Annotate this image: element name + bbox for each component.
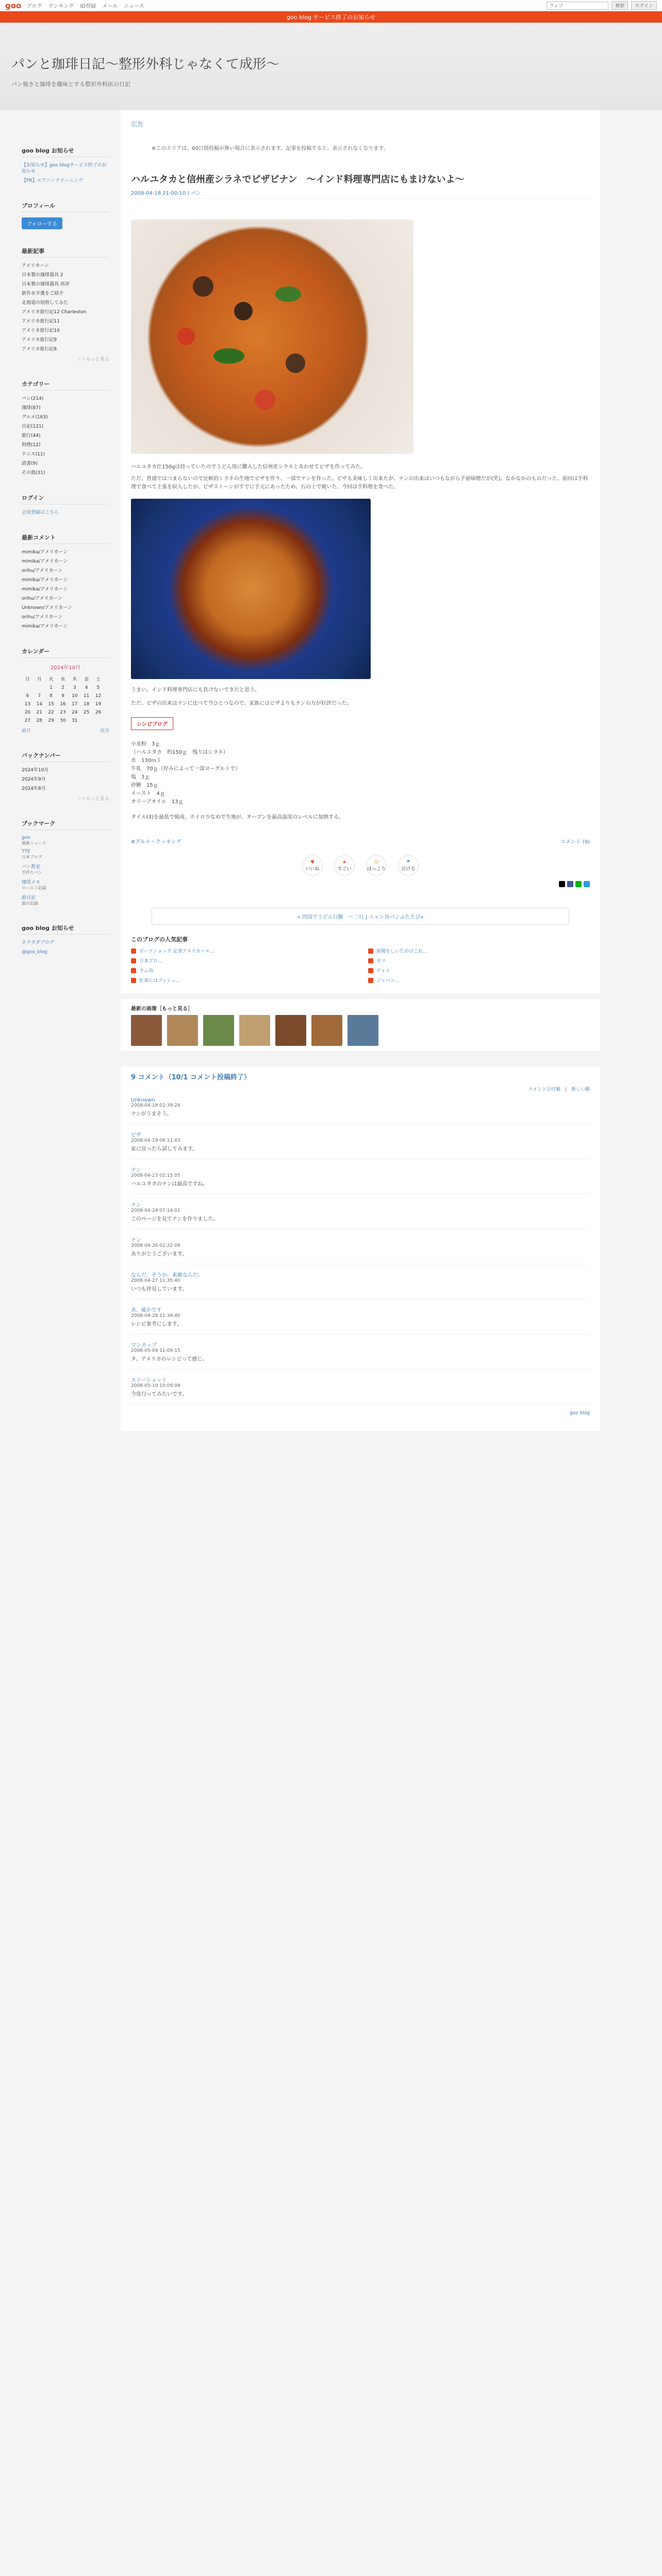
comment-item: [131, 1165, 590, 1194]
recent-post-link[interactable]: アメリカ旅行記12 Charleston: [22, 310, 87, 315]
calendar-weekday: 火: [48, 677, 54, 682]
calendar-day: 3: [73, 685, 76, 690]
bookmark-name[interactable]: パン教室: [22, 865, 41, 870]
calendar-day: [34, 684, 45, 692]
comment-list: [131, 1097, 590, 1404]
popular-post-item[interactable]: [368, 957, 590, 964]
calendar-day: 23: [60, 710, 66, 715]
blog-subtitle: パン焼きと珈琲を趣味とする整形外科医の日記: [11, 81, 130, 88]
comments-title: 9 コメント（10/1 コメント投稿終了）: [131, 1074, 251, 1081]
popular-post-item[interactable]: [368, 977, 590, 984]
comment-text: 今度行ってみたいです。: [131, 1392, 188, 1397]
popular-post-icon: [131, 968, 136, 973]
sidebar-goo-title: goo blog お知らせ: [22, 924, 109, 935]
popular-post-icon: [131, 948, 136, 954]
comments-list: [22, 549, 109, 630]
comment-text: ありがとうございます。: [131, 1251, 188, 1257]
sidebar-comments-title: 最新コメント: [22, 533, 109, 544]
comment-item: [131, 1270, 590, 1299]
popular-post-icon: [368, 948, 373, 954]
photo-caption: ハルユタカ仕150gは持っていたのでうどん用に購入した信州産シラネとあわせてピザを作ってみた。: [131, 464, 366, 470]
search-button[interactable]: 検索: [611, 1, 628, 10]
popular-post-icon: [368, 978, 373, 983]
inactivity-notice: ※このエリアは、60日間投稿が無い場合に表示されます。記事を投稿すると、表示されなくなります。: [152, 146, 389, 151]
reactions: [131, 855, 590, 876]
reaction-label: すごい: [337, 866, 352, 872]
post-body: [131, 475, 590, 822]
post-title[interactable]: ハルユタカと信州産シラネでピザピナン 〜インド料理専門店にもまけないよ〜: [131, 174, 465, 185]
thumb-image[interactable]: [239, 1015, 270, 1046]
calendar-weekday: 木: [72, 677, 77, 682]
comment-author[interactable]: ナン: [131, 1238, 141, 1243]
comment-author[interactable]: ピザ: [131, 1132, 141, 1138]
sidebar: [0, 110, 114, 1431]
comment-text: タ、アメリカのレシピって感じ。: [131, 1357, 208, 1362]
goo-logo[interactable]: goo: [5, 1, 22, 10]
recent-comment-link[interactable]: mimika/アメリカーン: [22, 550, 68, 555]
sidebar-backnumber-title: バックナンバー: [22, 751, 109, 762]
comment-item: [131, 1376, 590, 1404]
recent-comment-link[interactable]: mimika/アメリカーン: [22, 578, 68, 583]
backnumber-list: [22, 767, 109, 792]
tear-icon: ☂: [406, 859, 411, 865]
ad-label: 広告: [131, 121, 144, 128]
category-link[interactable]: 珈琲(87): [22, 405, 41, 411]
recent-more-link[interactable]: ＞＞もっと見る: [76, 357, 109, 362]
post-footer: [131, 837, 590, 845]
category-link[interactable]: 料理(12): [22, 443, 41, 448]
calendar-nav: [22, 727, 109, 734]
recent-post-link[interactable]: 日本製の珈琲器具 再評: [22, 282, 70, 287]
calendar-day: 1: [49, 685, 53, 690]
recent-post-link[interactable]: アメリカ旅行記10: [22, 328, 60, 333]
post-meta: 2008-04-18 21:00:10 | パン: [131, 189, 590, 199]
post-tag[interactable]: #グルメ・クッキング: [131, 839, 181, 845]
category-link[interactable]: パン(214): [22, 396, 44, 401]
share-buttons: [131, 881, 590, 887]
comment-link[interactable]: コメント (9): [560, 839, 590, 845]
popular-post-item[interactable]: [131, 967, 353, 974]
recent-post-link[interactable]: アメリカ旅行記9: [22, 337, 57, 343]
latest-images: [121, 999, 600, 1051]
calendar-day: 18: [83, 702, 90, 707]
reaction-label: 泣ける: [401, 866, 416, 872]
recipe-item: 小麦粉 3ｇ: [131, 741, 160, 747]
calendar-day: 29: [48, 718, 54, 723]
comment-author[interactable]: ナン: [131, 1202, 141, 1208]
calendar-day: 27: [24, 718, 31, 723]
thumb-image[interactable]: [167, 1015, 198, 1046]
post-paragraph: ただ、ピザの出来はナンに比べて今ひとつなので、家族にはピザよりもナンの方が好評だった。: [131, 701, 352, 706]
article-panel: [121, 110, 600, 994]
sidebar-calendar: [22, 647, 109, 734]
popular-post-link[interactable]: カツ: [376, 959, 386, 964]
sidebar-notice-title: goo blog お知らせ: [22, 146, 109, 157]
comment-date: 2008-04-24 07:14:01: [131, 1208, 180, 1213]
bookmark-name[interactable]: 旅日記: [22, 895, 36, 901]
goo-link[interactable]: @goo_blog: [22, 950, 47, 955]
recipe-item: 塩 3ｇ: [131, 774, 150, 780]
hatena-share-icon[interactable]: [584, 881, 590, 887]
tomato-topping: [177, 328, 195, 345]
backnumber-more-link[interactable]: ＞＞もっと見る: [76, 796, 109, 802]
blog-title[interactable]: パンと珈琲日記〜整形外科じゃなくて成形〜: [11, 57, 280, 72]
category-link[interactable]: その他(31): [22, 470, 45, 476]
popular-post-link[interactable]: ジャパン...: [376, 978, 400, 984]
comment-author[interactable]: ナン: [131, 1167, 141, 1173]
popular-post-item[interactable]: [368, 967, 590, 974]
recipe-blog-banner[interactable]: レシピブログ: [131, 717, 173, 730]
calendar-day: 28: [36, 718, 42, 723]
calendar-day: 8: [49, 693, 53, 699]
comment-date: 2008-05-10 10:09:08: [131, 1383, 180, 1388]
popular-post-icon: [131, 978, 136, 983]
recent-list: [22, 263, 109, 352]
calendar-day: 14: [36, 702, 42, 707]
calendar-day: 25: [83, 710, 90, 715]
comment-date: 2008-04-28 21:34:40: [131, 1313, 180, 1318]
calendar-weekday: 金: [84, 677, 89, 682]
recent-comment-link[interactable]: orihu/アメリカーン: [22, 596, 63, 601]
calendar-day: 10: [72, 693, 78, 699]
backnumber-link[interactable]: 2024年10月: [22, 768, 49, 773]
popular-post-link[interactable]: 新聞をしいたのはこれ...: [376, 949, 427, 954]
topbar-nav: [26, 2, 148, 9]
post-paragraph: タイル(3)を最低で焼成、ホイロ少なめで生地が、オーブンを最高温度のレベルに加熱する。: [131, 815, 344, 820]
bookmark-desc: 手作りパン: [22, 870, 42, 875]
recent-post-link[interactable]: 新作水羊羹をご紹介: [22, 291, 64, 296]
comment-author[interactable]: ワンカップ: [131, 1343, 157, 1348]
main-column: [121, 110, 600, 1431]
search-input[interactable]: [547, 2, 608, 10]
comment-date: 2008-04-19 06:11:43: [131, 1138, 180, 1143]
recent-post-link[interactable]: アメリカ旅行記8: [22, 347, 57, 352]
calendar-day: 15: [48, 702, 54, 707]
category-link[interactable]: 読書(9): [22, 461, 38, 466]
popular-post-item[interactable]: [368, 947, 590, 954]
backnumber-link[interactable]: 2024年8月: [22, 786, 46, 791]
calendar-day: [80, 717, 92, 725]
popular-post-icon: [368, 968, 373, 973]
calendar-day: 24: [72, 710, 78, 715]
calendar-day: 20: [24, 710, 31, 715]
thumb-image[interactable]: [131, 1015, 162, 1046]
calendar-week-row: [22, 700, 104, 708]
popular-post-link[interactable]: チャイ: [376, 969, 390, 974]
x-share-icon[interactable]: [559, 881, 565, 887]
comments-section: [121, 1066, 600, 1431]
sidebar-recent: [22, 247, 109, 362]
mushroom-topping: [286, 353, 305, 373]
popular-post-link[interactable]: ラム肉: [139, 969, 153, 974]
recent-comment-link[interactable]: orihu/アメリカーン: [22, 615, 63, 620]
calendar-month: 2024年10月: [50, 665, 81, 671]
facebook-share-icon[interactable]: [567, 881, 573, 887]
comment-date: 2008-04-23 02:15:05: [131, 1173, 180, 1178]
pepper-topping: [275, 286, 301, 302]
bookmark-desc: 旅の記録: [22, 901, 38, 906]
heart-icon: ♥: [310, 859, 315, 865]
next-post-link[interactable]: ニャン耳パンふたたび»: [369, 914, 424, 920]
naan-photo: [131, 499, 371, 679]
backnumber-link[interactable]: 2024年9月: [22, 777, 46, 782]
sidebar-profile: [22, 201, 109, 229]
calendar-weekday: 土: [96, 677, 101, 682]
topbar-nav-ranking[interactable]: ランキング: [48, 4, 74, 9]
sidebar-login-title: ログイン: [22, 494, 109, 504]
pepper-topping: [213, 348, 244, 364]
recent-comment-link[interactable]: Unknown/アメリカーン: [22, 605, 73, 611]
topbar-right: [547, 1, 657, 10]
category-list: [22, 396, 109, 476]
popular-post-link[interactable]: 紅茶にはプッシュ...: [139, 978, 180, 984]
calendar-day: 30: [60, 718, 66, 723]
sidebar-comments: [22, 533, 109, 630]
topbar-nav-news[interactable]: ニュース: [124, 4, 144, 9]
calendar-day: 19: [95, 702, 102, 707]
calendar-day: [22, 684, 34, 692]
sidebar-category-title: カテゴリー: [22, 380, 109, 391]
comment-item: [131, 1200, 590, 1229]
popular-list: [131, 947, 590, 984]
blog-header: [0, 23, 662, 110]
popular-posts-title: このブログの人気記事: [131, 936, 188, 943]
image-thumbs: [131, 1015, 590, 1046]
calendar-day: 17: [72, 702, 78, 707]
bookmark-name[interactable]: TTE: [22, 849, 30, 854]
register-link[interactable]: 会員登録はこちら: [22, 510, 59, 515]
page-layout: [0, 110, 662, 1431]
recent-comment-link[interactable]: mimika/アメリカーン: [22, 559, 68, 564]
comment-author[interactable]: Unknown: [131, 1097, 155, 1103]
reaction-label: いいね: [305, 866, 320, 872]
popular-post-item[interactable]: [131, 977, 353, 984]
calendar-day: 31: [72, 718, 78, 723]
goo-link[interactable]: ネクタダブログ: [22, 940, 54, 945]
comment-item: [131, 1306, 590, 1334]
mushroom-topping: [193, 276, 213, 297]
recipe-item: 牛乳 70ｇ（好みによって一部ヨーグルトで）: [131, 766, 241, 772]
post-paragraph: うまい。インド料理専門店にも負けないできだと思う。: [131, 687, 260, 693]
bookmark-desc: ロースト記録: [22, 886, 46, 890]
post-category[interactable]: パン: [190, 191, 201, 196]
calendar-day: 12: [95, 693, 102, 699]
calendar-weekday: 月: [37, 677, 42, 682]
sidebar-backnumber: [22, 751, 109, 802]
sidebar-goo: [22, 924, 109, 955]
topbar-nav-blog[interactable]: ブログ: [26, 4, 42, 9]
follow-button[interactable]: フォローする: [22, 217, 62, 229]
calendar-day: 22: [48, 710, 54, 715]
sidebar-recent-title: 最新記事: [22, 247, 109, 258]
popular-post-link[interactable]: 日本ブロ...: [139, 959, 162, 964]
pizza-photo: [131, 219, 413, 454]
login-button[interactable]: ログイン: [631, 1, 657, 10]
topbar-nav-mail[interactable]: メール: [102, 4, 118, 9]
calendar-day: 21: [36, 710, 42, 715]
sidebar-calendar-title: カレンダー: [22, 647, 109, 658]
comment-text: 家に戻ったら試してみます。: [131, 1146, 198, 1152]
category-link[interactable]: 旅行(44): [22, 433, 41, 438]
comment-item: [131, 1130, 590, 1159]
thumb-image[interactable]: [347, 1015, 378, 1046]
recent-post-link[interactable]: アメリカーン: [22, 263, 49, 268]
calendar-week-row: [22, 684, 104, 692]
recipe-item: （ハルユタカ 約150ｇ 残りはシラネ）: [131, 750, 228, 755]
service-end-banner[interactable]: [0, 11, 662, 23]
notice-link[interactable]: 【お知らせ】goo blogサービス終了のお知らせ: [22, 163, 107, 174]
comment-text: このページを見てナンを作りました。: [131, 1216, 219, 1222]
recent-comment-link[interactable]: orihu/アメリカーン: [22, 568, 63, 573]
prev-post-link[interactable]: « 四国でうどん行脚 ～二日: [297, 914, 364, 920]
bookmark-desc: 日本ブログ: [22, 855, 42, 859]
service-end-text[interactable]: goo blog サービス終了のお知らせ: [287, 14, 375, 21]
calendar-day: 5: [96, 685, 100, 690]
tomato-topping: [255, 389, 275, 410]
line-share-icon[interactable]: [575, 881, 582, 887]
calendar-day: 7: [38, 693, 41, 699]
comment-item: [131, 1097, 590, 1124]
mushroom-topping: [234, 302, 253, 320]
category-link[interactable]: グルメ(163): [22, 415, 48, 420]
calendar-weekday: 日: [25, 677, 30, 682]
calendar-day: 9: [61, 693, 64, 699]
reaction-button[interactable]: [302, 855, 323, 876]
comment-date: 2008-04-27 11:35:40: [131, 1278, 180, 1283]
category-link[interactable]: 日記(121): [22, 424, 44, 429]
post-paragraph: ただ、普通ではつまらないので比較的シラネの生地でピザを作り、一部でナンを作った。ピザも美味しく出来たが、ナンの出来はいつもながら手前味噌だが(笑)、なかなかのものだった。前回は手料理で食べて主張を収入したが、ピザストーンがすでに手元にあったため、石の上で焼いた。今回は手料理を食べた。: [131, 476, 588, 490]
comment-author[interactable]: あ、確かです: [131, 1308, 162, 1313]
recent-comment-link[interactable]: mimika/アメリカーン: [22, 587, 68, 592]
post-date: 2008-04-18 21:00:10: [131, 191, 186, 196]
calendar-day: 6: [26, 693, 29, 699]
calendar-day: 2: [61, 685, 64, 690]
popular-post-link[interactable]: ボーナショック 定食アメリカ〜エ...: [139, 949, 214, 954]
calendar-week-row: [22, 708, 104, 717]
comments-sort[interactable]: コメント日付順 | 新しい順: [527, 1087, 590, 1092]
calendar-prev[interactable]: 前月: [22, 728, 31, 734]
sidebar-bookmarks: [22, 819, 109, 906]
thumb-image[interactable]: [311, 1015, 342, 1046]
thumb-image[interactable]: [203, 1015, 234, 1046]
notice-link[interactable]: 【PR】エアコンクリーニング: [22, 178, 83, 183]
recipe-list: [131, 740, 590, 806]
bookmark-desc: 最新ニュース: [22, 841, 46, 845]
latest-images-title[interactable]: 最新の画像［もっと見る］: [131, 1006, 193, 1012]
recent-post-link[interactable]: 日本製の珈琲器具 2: [22, 273, 63, 278]
reaction-label: ほっこり: [367, 866, 386, 872]
calendar-day: 4: [85, 685, 88, 690]
reaction-button[interactable]: [398, 855, 419, 876]
comment-date: 2008-04-18 02:39:24: [131, 1103, 180, 1108]
comment-item: [131, 1235, 590, 1264]
calendar-week-row: [22, 692, 104, 700]
calendar-header-row: [22, 674, 104, 684]
calendar-day: 16: [60, 702, 66, 707]
thumb-image[interactable]: [275, 1015, 306, 1046]
recipe-item: 砂糖 15ｇ: [131, 783, 158, 788]
reaction-button[interactable]: [366, 855, 387, 876]
calendar-week-row: [22, 717, 104, 725]
sidebar-bookmark-title: ブックマーク: [22, 819, 109, 830]
calendar-day: 11: [83, 693, 90, 699]
comments-credit[interactable]: goo blog: [569, 1411, 590, 1416]
calendar-day: 26: [95, 710, 102, 715]
popular-post-icon: [131, 958, 136, 963]
smile-icon: ☺: [374, 859, 379, 865]
recipe-item: 水 130ｍｌ: [131, 758, 162, 764]
popular-post-item[interactable]: [131, 957, 353, 964]
popular-post-icon: [368, 958, 373, 963]
bookmark-name[interactable]: goo: [22, 835, 30, 840]
calendar-day: 13: [24, 702, 31, 707]
sidebar-login: [22, 494, 109, 516]
sidebar-categories: [22, 380, 109, 476]
recent-post-link[interactable]: 北海道の焙煎してみた: [22, 300, 69, 306]
bookmark-list: [22, 835, 109, 906]
sidebar-profile-title: プロフィール: [22, 201, 109, 212]
category-link[interactable]: テニス(11): [22, 452, 45, 457]
comment-date: 2008-04-26 02:22:09: [131, 1243, 180, 1248]
recent-comment-link[interactable]: mimika/アメリカーン: [22, 624, 68, 629]
recipe-item: オリーブオイル 13ｇ: [131, 799, 184, 805]
popular-post-item[interactable]: [131, 947, 353, 954]
bookmark-name[interactable]: 珈琲メモ: [22, 880, 41, 885]
reaction-button[interactable]: [334, 855, 355, 876]
comment-text: いつも拝見しています。: [131, 1286, 188, 1292]
comment-text: ハルユタカのナンは最高ですね。: [131, 1181, 208, 1187]
comment-text: レシピ参考にします。: [131, 1321, 182, 1327]
calendar-next[interactable]: 次月: [100, 728, 109, 734]
sidebar-notice: [22, 146, 109, 184]
comment-item: [131, 1341, 590, 1369]
goo-topbar: [0, 0, 662, 11]
calendar-day: [92, 717, 104, 725]
star-icon: ★: [342, 859, 347, 865]
topbar-nav-id[interactable]: ID登録: [80, 4, 96, 9]
comment-author[interactable]: スリーショット: [131, 1378, 167, 1383]
recent-post-link[interactable]: アメリカ旅行記11: [22, 319, 60, 324]
popular-posts: [131, 935, 590, 984]
comment-date: 2008-05-09 11:09:15: [131, 1348, 180, 1353]
calendar-weekday: 水: [60, 677, 65, 682]
calendar-table: [22, 674, 104, 725]
comment-author[interactable]: なんだ、そうか、素敵なんだ。: [131, 1273, 203, 1278]
comment-text: ナンがうまそう。: [131, 1111, 172, 1117]
recipe-item: イースト 4ｇ: [131, 791, 165, 796]
post-pager: « 四国でうどん行脚 ～二日 | ニャン耳パンふたたび»: [152, 908, 569, 925]
